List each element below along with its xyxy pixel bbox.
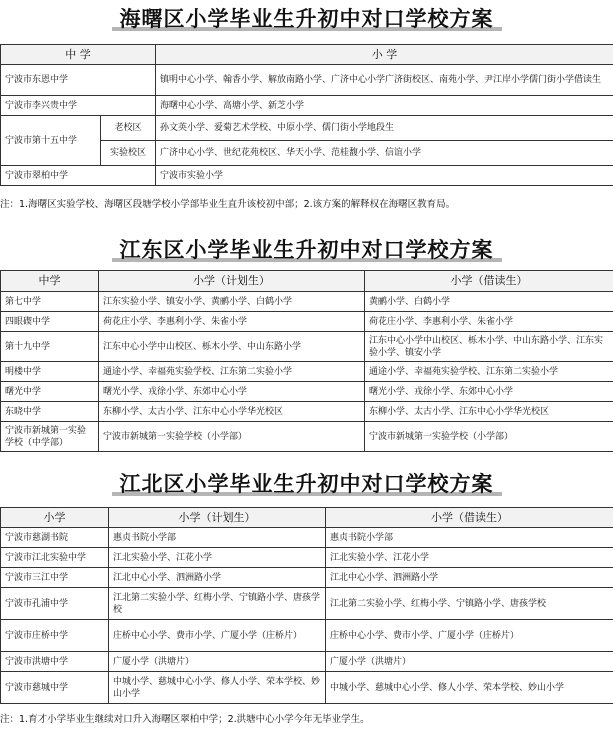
- section-title-jiangbei: 江北区小学毕业生升初中对口学校方案: [119, 472, 494, 496]
- middle-school-cell: 宁波市庄桥中学: [1, 620, 109, 652]
- borrowed-cell: 中城小学、慈城中心小学、修人小学、荣本学校、妙山小学: [326, 672, 613, 704]
- borrowed-cell: 曙光小学、戎徐小学、东郊中心小学: [365, 382, 613, 402]
- planned-cell: 惠贞书院小学部: [109, 528, 326, 548]
- borrowed-cell: 江北实验小学、江花小学: [326, 548, 613, 568]
- table-row: [1, 528, 613, 548]
- middle-school-cell: 宁波市翠柏中学: [1, 166, 156, 186]
- middle-school-cell: 宁波市三江中学: [1, 568, 109, 588]
- header-primary-school: 小 学: [156, 45, 613, 65]
- borrowed-cell: 惠贞书院小学部: [326, 528, 613, 548]
- table-row: [1, 312, 613, 332]
- table-row: [1, 332, 613, 362]
- middle-school-cell: 曙光中学: [1, 382, 99, 402]
- jiangdong-table: [0, 270, 613, 452]
- middle-school-cell: 明楼中学: [1, 362, 99, 382]
- planned-cell: 曙光小学、戎徐小学、东郊中心小学: [99, 382, 365, 402]
- planned-cell: 江北第二实验小学、红梅小学、宁镇路小学、唐孩学校: [109, 588, 326, 620]
- borrowed-cell: 荷花庄小学、李惠利小学、朱雀小学: [365, 312, 613, 332]
- section-title-haishu: 海曙区小学毕业生升初中对口学校方案: [119, 7, 494, 31]
- middle-school-cell: 宁波市洪塘中学: [1, 652, 109, 672]
- planned-cell: 东柳小学、太古小学、江东中心小学华光校区: [99, 402, 365, 422]
- header-middle-school: 中 学: [1, 45, 156, 65]
- header-borrowed-students: 小学（借读生）: [326, 508, 613, 528]
- table-row: [1, 65, 613, 96]
- header-planned-students: 小学（计划生）: [109, 508, 326, 528]
- table-row: [1, 116, 613, 141]
- borrowed-cell: 庄桥中心小学、费市小学、广厦小学（庄桥片）: [326, 620, 613, 652]
- borrowed-cell: 江北中心小学、泗洲路小学: [326, 568, 613, 588]
- campus-cell: 实验校区: [101, 141, 156, 166]
- planned-cell: 宁波市新城第一实验学校（小学部）: [99, 422, 365, 452]
- haishu-note: 注：1.海曙区实验学校、海曙区段塘学校小学部毕业生直升该校初中部；2.该方案的解释权在海曙区教育局。: [0, 199, 456, 210]
- planned-cell: 江东实验小学、镇安小学、黄鹂小学、白鹤小学: [99, 292, 365, 312]
- middle-school-cell: 宁波市新城第一实验学校（中学部）: [1, 422, 99, 452]
- table-row: [1, 166, 613, 186]
- middle-school-cell: 四眼碶中学: [1, 312, 99, 332]
- planned-cell: 江东中心小学中山校区、栎木小学、中山东路小学: [99, 332, 365, 362]
- primary-school-cell: 孙文英小学、爱菊艺术学校、中原小学、儒门街小学地段生: [156, 116, 613, 141]
- header-middle-school: 中学: [1, 271, 99, 292]
- middle-school-cell: 宁波市东恩中学: [1, 65, 156, 96]
- table-row: [1, 672, 613, 704]
- table-row: [1, 548, 613, 568]
- table-row: [1, 382, 613, 402]
- middle-school-cell: 宁波市慈湖书院: [1, 528, 109, 548]
- primary-school-cell: 海曙中心小学、高塘小学、新芝小学: [156, 96, 613, 116]
- header-borrowed-students: 小学（借读生）: [365, 271, 613, 292]
- haishu-table: [0, 44, 613, 186]
- table-row: [1, 652, 613, 672]
- header-middle-school: 小学: [1, 508, 109, 528]
- planned-cell: 庄桥中心小学、费市小学、广厦小学（庄桥片）: [109, 620, 326, 652]
- jiangbei-note: 注：1.育才小学毕业生继续对口升入海曙区翠柏中学；2.洪塘中心小学今年无毕业学生。: [0, 714, 370, 725]
- header-planned-students: 小学（计划生）: [99, 271, 365, 292]
- jiangbei-table: [0, 507, 613, 704]
- campus-cell: 老校区: [101, 116, 156, 141]
- section-title-jiangdong: 江东区小学毕业生升初中对口学校方案: [119, 238, 494, 262]
- planned-cell: 通途小学、幸福苑实验学校、江东第二实验小学: [99, 362, 365, 382]
- primary-school-cell: 镇明中心小学、翰香小学、解放南路小学、广济中心小学广济街校区、南苑小学、尹江岸小学儒门街小学借读生: [156, 65, 613, 96]
- middle-school-cell: 宁波市江北实验中学: [1, 548, 109, 568]
- middle-school-cell: 宁波市孔浦中学: [1, 588, 109, 620]
- table-row: [1, 362, 613, 382]
- borrowed-cell: 黄鹂小学、白鹤小学: [365, 292, 613, 312]
- middle-school-cell: 第七中学: [1, 292, 99, 312]
- planned-cell: 荷花庄小学、李惠利小学、朱雀小学: [99, 312, 365, 332]
- borrowed-cell: 通途小学、幸福苑实验学校、江东第二实验小学: [365, 362, 613, 382]
- planned-cell: 中城小学、慈城中心小学、修人小学、荣本学校、妙山小学: [109, 672, 326, 704]
- table-row: [1, 568, 613, 588]
- table-row: [1, 402, 613, 422]
- borrowed-cell: 广厦小学（洪塘片）: [326, 652, 613, 672]
- borrowed-cell: 东柳小学、太古小学、江东中心小学华光校区: [365, 402, 613, 422]
- planned-cell: 江北中心小学、泗洲路小学: [109, 568, 326, 588]
- table-row: [1, 588, 613, 620]
- table-row: [1, 620, 613, 652]
- borrowed-cell: 江北第二实验小学、红梅小学、宁镇路小学、唐孩学校: [326, 588, 613, 620]
- primary-school-cell: 广济中心小学、世纪花苑校区、华天小学、范桂馥小学、信谊小学: [156, 141, 613, 166]
- table-row: [1, 292, 613, 312]
- middle-school-cell: 宁波市李兴贵中学: [1, 96, 156, 116]
- planned-cell: 广厦小学（洪塘片）: [109, 652, 326, 672]
- primary-school-cell: 宁波市实验小学: [156, 166, 613, 186]
- borrowed-cell: 宁波市新城第一实验学校（小学部）: [365, 422, 613, 452]
- table-row: [1, 96, 613, 116]
- middle-school-cell: 宁波市第十五中学: [1, 116, 101, 166]
- table-row: [1, 422, 613, 452]
- middle-school-cell: 第十九中学: [1, 332, 99, 362]
- middle-school-cell: 东晓中学: [1, 402, 99, 422]
- middle-school-cell: 宁波市慈城中学: [1, 672, 109, 704]
- borrowed-cell: 江东中心小学中山校区、栎木小学、中山东路小学、江东实验小学、镇安小学: [365, 332, 613, 362]
- planned-cell: 江北实验小学、江花小学: [109, 548, 326, 568]
